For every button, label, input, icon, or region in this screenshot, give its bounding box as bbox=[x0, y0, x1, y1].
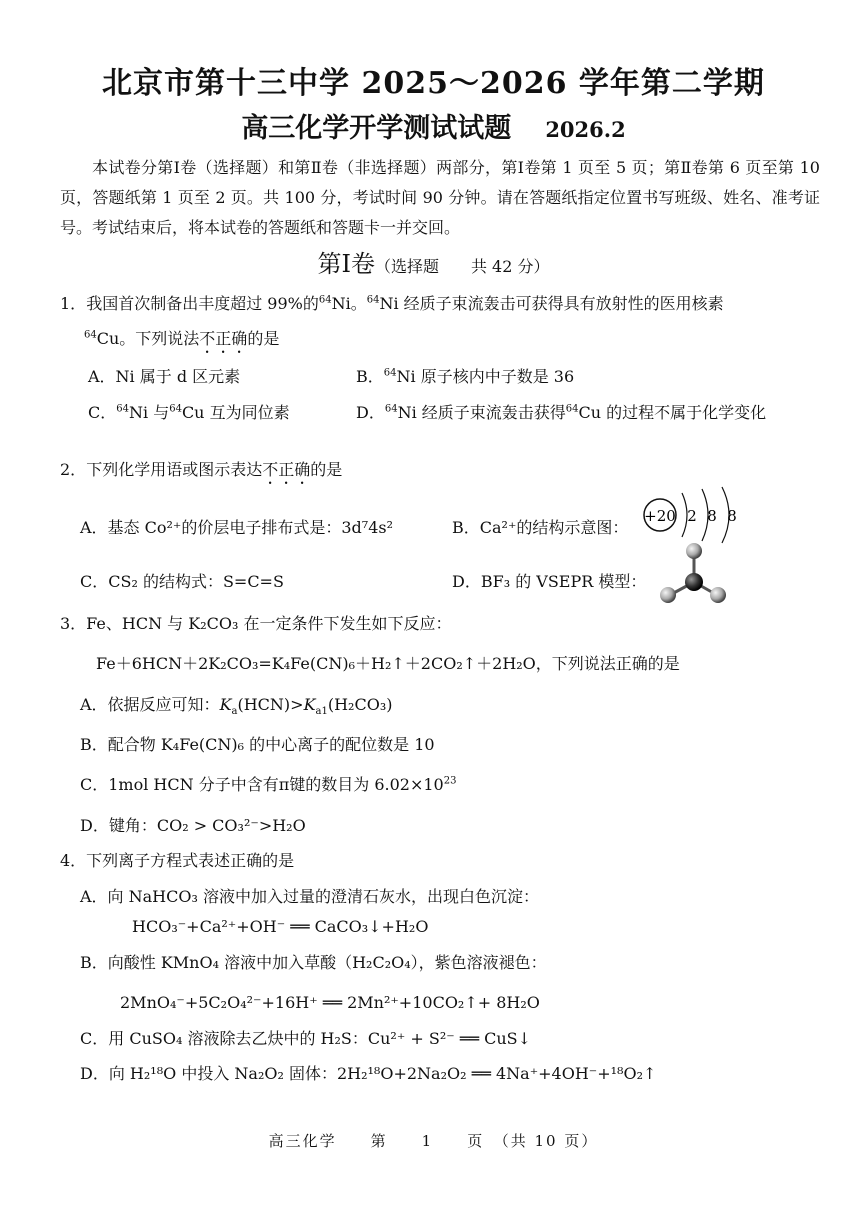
section-title: 第Ⅰ卷 bbox=[317, 250, 375, 278]
q3-c-exponent: 23 bbox=[443, 775, 457, 787]
exam-title: 北京市第十三中学 2025～2026 学年第二学期 bbox=[102, 66, 765, 101]
q3-a-k1-sub: a bbox=[231, 706, 238, 718]
q1-d-mass1: 64 bbox=[384, 403, 398, 415]
q1-c-mass2: 64 bbox=[169, 403, 182, 415]
q3-option-c[interactable] bbox=[80, 772, 456, 795]
shell-count-1: 2 bbox=[687, 507, 697, 525]
boron-atom bbox=[685, 573, 703, 591]
nucleus-charge: +20 bbox=[644, 507, 676, 525]
q2-option-d[interactable]: D．BF₃ 的 VSEPR 模型： bbox=[452, 572, 647, 591]
q1-option-b[interactable]: B．$^{64}$Ni 原子核内中子数是 36 bbox=[356, 367, 575, 386]
page-footer: 高三化学 第 1 页 （共 10 页） bbox=[268, 1132, 599, 1150]
q3-option-d[interactable]: D．键角：CO₂ > CO₃²⁻>H₂O bbox=[80, 816, 306, 835]
q2-option-a[interactable]: A．基态 Co²⁺的价层电子排布式是：3d⁷4s² bbox=[80, 518, 394, 537]
bf3-vsepr-model bbox=[652, 538, 732, 608]
shell-count-2: 8 bbox=[707, 507, 717, 525]
q4-b-equation: 2MnO₄⁻+5C₂O₄²⁻+16H⁺ ══ 2Mn²⁺+10CO₂↑+ 8H₂O bbox=[120, 993, 540, 1012]
fluorine-atom-1 bbox=[686, 543, 702, 559]
q1-emphasis: 不正确 bbox=[199, 329, 248, 348]
q1-mass-2: 64 bbox=[366, 294, 380, 306]
section-heading bbox=[0, 244, 867, 279]
q3-a-k1: K bbox=[219, 695, 232, 714]
q3-a-k2-sub: a1 bbox=[315, 706, 328, 718]
q2-stem-b: 的是 bbox=[310, 460, 343, 479]
q1-stem-line2 bbox=[84, 326, 279, 357]
q1-number: 1． bbox=[60, 294, 87, 313]
q1-c-mass1: 64 bbox=[116, 403, 129, 415]
q2-stem bbox=[60, 457, 342, 488]
q1-d-text-b: Cu 的过程不属于化学变化 bbox=[578, 403, 767, 422]
q1-mass-3: 64 bbox=[84, 329, 97, 341]
q1-c-text-a: Ni 与 bbox=[128, 403, 170, 422]
exam-subtitle bbox=[0, 106, 867, 145]
fluorine-atom-3 bbox=[710, 587, 726, 603]
q4-stem: 4．下列离子方程式表述正确的是 bbox=[60, 851, 295, 870]
q3-a-text-b: (HCN)> bbox=[237, 695, 304, 714]
q1-option-c[interactable]: C．$^{64}$Ni 与$^{64}$Cu 互为同位素 bbox=[88, 403, 290, 422]
q1-d-mass2: 64 bbox=[565, 403, 579, 415]
q4-a-equation: HCO₃⁻+Ca²⁺+OH⁻ ══ CaCO₃↓+H₂O bbox=[132, 917, 429, 936]
q1-stem-b: Ni。 bbox=[331, 294, 367, 313]
subtitle-text: 高三化学开学测试试题 bbox=[241, 113, 512, 144]
shell-count-3: 8 bbox=[727, 507, 737, 525]
q2-stem-a: 下列化学用语或图示表达 bbox=[86, 460, 263, 479]
q3-a-text-a: A．依据反应可知： bbox=[80, 695, 220, 714]
q4-option-a[interactable]: A．向 NaHCO₃ 溶液中加入过量的澄清石灰水，出现白色沉淀： bbox=[80, 887, 539, 906]
q1-b-text: Ni 原子核内中子数是 36 bbox=[396, 367, 575, 386]
q3-c-text: C．1mol HCN 分子中含有π键的数目为 6.02×10 bbox=[80, 775, 444, 794]
q1-option-a[interactable]: A．Ni 属于 d 区元素 bbox=[88, 367, 241, 386]
q3-stem: 3．Fe、HCN 与 K₂CO₃ 在一定条件下发生如下反应： bbox=[60, 614, 452, 633]
q4-option-b[interactable]: B．向酸性 KMnO₄ 溶液中加入草酸（H₂C₂O₄），紫色溶液褪色： bbox=[80, 953, 547, 972]
q2-number: 2． bbox=[60, 460, 87, 479]
q2-option-b[interactable]: B．Ca²⁺的结构示意图： bbox=[452, 518, 629, 537]
q1-stem-line1 bbox=[60, 291, 724, 314]
q2-option-c[interactable]: C．CS₂ 的结构式：S=C=S bbox=[80, 572, 284, 591]
q1-stem-a: 我国首次制备出丰度超过 99%的 bbox=[86, 294, 319, 313]
q1-b-mass: 64 bbox=[383, 367, 397, 379]
q1-mass-1: 64 bbox=[318, 294, 332, 306]
q3-a-text-c: (H₂CO₃) bbox=[327, 695, 393, 714]
q3-a-k2: K bbox=[303, 695, 316, 714]
exam-date: 2026.2 bbox=[545, 117, 626, 142]
exam-instructions: 本试卷分第Ⅰ卷（选择题）和第Ⅱ卷（非选择题）两部分，第Ⅰ卷第 1 页至 5 页；第Ⅱ卷第 6 页至第 10 页，答题纸第 1 页至 2 页。共 100 分，考试时间 90 分钟。请在答题纸指定位置书写班级、姓名、准考证号。考试结束后，将本试卷的答题纸和答题卡一并交回。 bbox=[60, 158, 820, 237]
q1-d-text-a: Ni 经质子束流轰击获得 bbox=[397, 403, 566, 422]
q1-stem-e: 的是 bbox=[247, 329, 280, 348]
q1-option-d[interactable]: D．$^{64}$Ni 经质子束流轰击获得$^{64}$Cu 的过程不属于化学变化 bbox=[356, 403, 767, 422]
fluorine-atom-2 bbox=[660, 587, 676, 603]
q1-stem-c: Ni 经质子束流轰击可获得具有放射性的医用核素 bbox=[379, 294, 724, 313]
q1-stem-d: Cu。下列说法 bbox=[96, 329, 200, 348]
q1-c-text-b: Cu 互为同位素 bbox=[181, 403, 290, 422]
q2-emphasis: 不正确 bbox=[262, 460, 311, 479]
q4-option-d[interactable]: D．向 H₂¹⁸O 中投入 Na₂O₂ 固体：2H₂¹⁸O+2Na₂O₂ ══ 4Na⁺+4OH⁻+¹⁸O₂↑ bbox=[80, 1064, 657, 1083]
q3-equation: Fe＋6HCN＋2K₂CO₃=K₄Fe(CN)₆＋H₂↑＋2CO₂↑＋2H₂O，下列说法正确的是 bbox=[96, 654, 680, 673]
q4-option-c[interactable]: C．用 CuSO₄ 溶液除去乙炔中的 H₂S：Cu²⁺ + S²⁻ ══ CuS↓ bbox=[80, 1029, 532, 1048]
q3-option-a[interactable] bbox=[80, 692, 393, 718]
ca-ion-structure-diagram bbox=[640, 485, 740, 545]
section-note: （选择题 共 42 分） bbox=[374, 257, 550, 276]
q3-option-b[interactable]: B．配合物 K₄Fe(CN)₆ 的中心离子的配位数是 10 bbox=[80, 735, 435, 754]
